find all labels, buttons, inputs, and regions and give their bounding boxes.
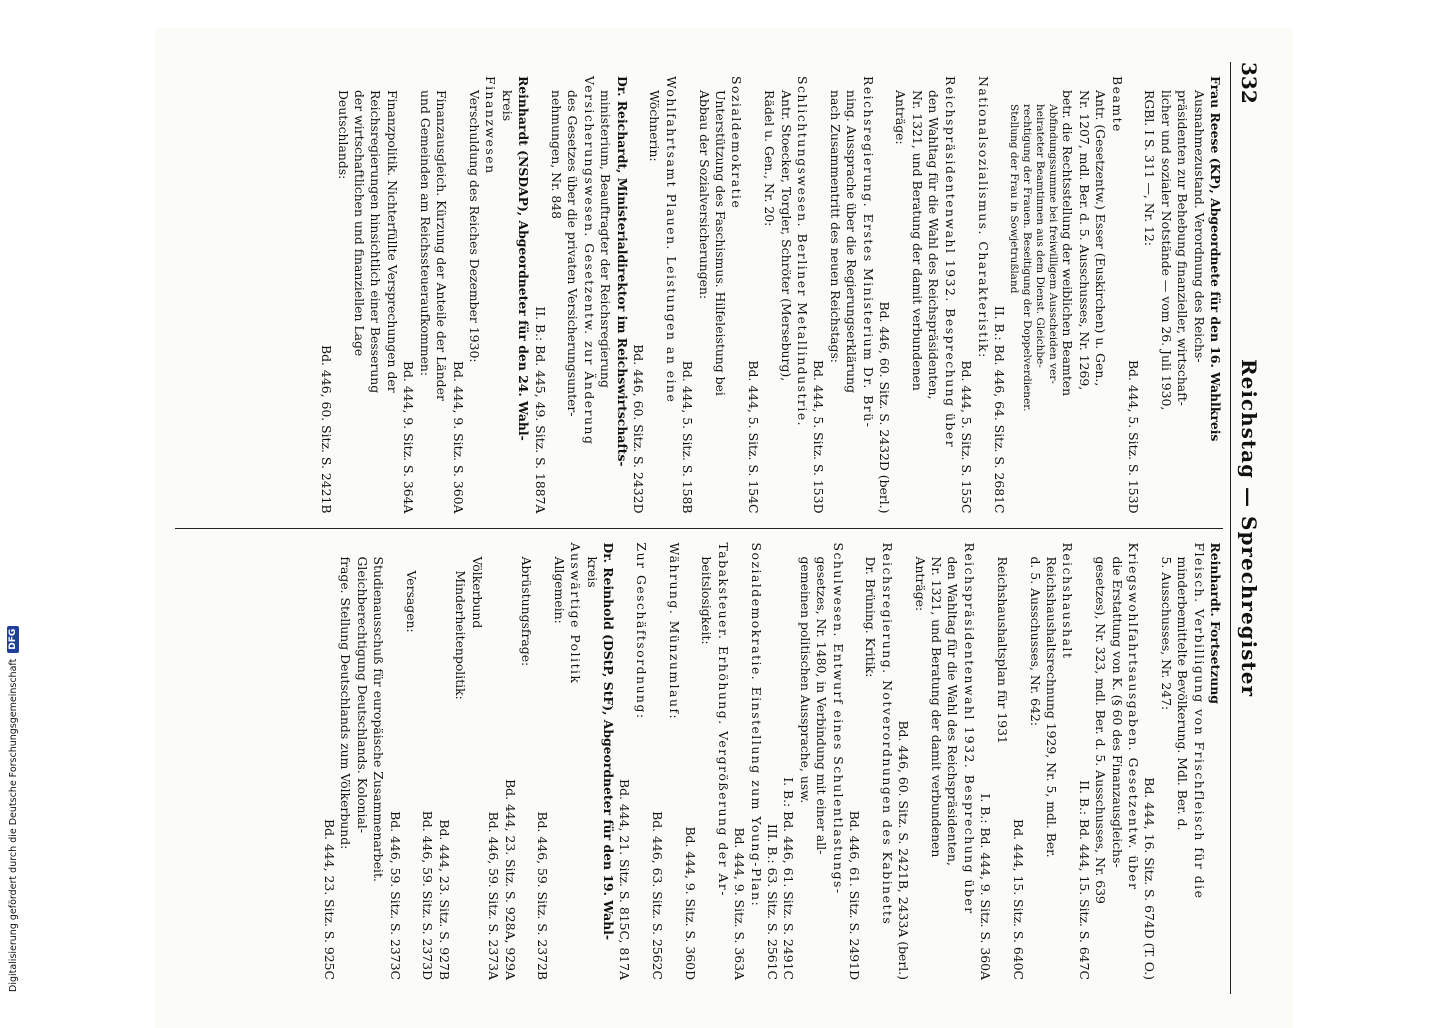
- register-line: d. 5. Ausschusses, Nr. 642:: [1027, 556, 1043, 727]
- register-line: Bd. 444, 23. Sitz. S. 925C: [322, 819, 338, 980]
- register-line: Reichshaushalt: [1060, 542, 1076, 660]
- register-line: Nr. 1207, mdl. Ber. d. 5. Ausschusses, Nr. 1269,: [1076, 90, 1092, 391]
- register-line: Abrüstungsfrage:: [518, 556, 534, 667]
- register-line: I. B.: Bd. 446, 61. Sitz. S. 2491C: [781, 777, 797, 980]
- register-line: Bd. 446, 63. Sitz. S. 2562C: [650, 811, 666, 980]
- register-line: nach Zusammentritt des neuen Reichstags:: [827, 90, 843, 363]
- register-line: Bd. 446, 59. Sitz. S. 2372B: [535, 811, 551, 980]
- register-line: nehmungen, Nr. 848: [548, 90, 564, 220]
- register-line: präsidenten zur Behebung finanzieller, wirtschaft-: [1175, 90, 1191, 406]
- register-line: Unterstützung des Faschismus. Hilfeleistung bei: [713, 90, 729, 396]
- register-line: II. B.: Bd. 446, 64. Sitz. S. 2681C: [991, 305, 1007, 514]
- register-line: Tabaksteuer. Erhöhung. Vergrößerung der Ar-: [715, 542, 731, 898]
- register-line: des Gesetzes über die privaten Versicherungsunter-: [565, 90, 581, 417]
- register-line: Rädel u. Gen., Nr. 20:: [762, 90, 778, 227]
- page-number: 332: [1237, 62, 1261, 104]
- register-line: Minderheitenpolitik:: [453, 570, 469, 700]
- register-line: I. B.: Bd. 444, 9. Sitz. S. 360A: [978, 793, 994, 980]
- register-line: Nr. 1321, und Beratung der damit verbundenen: [909, 90, 925, 391]
- register-line: Bd. 444, 9. Sitz. S. 364A: [401, 360, 417, 514]
- register-line: Wohlfahrtsamt Plauen. Leistungen an eine: [663, 76, 679, 404]
- register-line: II. B.: Bd. 444, 15. Sitz. S. 647C: [1076, 780, 1092, 980]
- register-line: Deutschlands:: [335, 90, 351, 180]
- register-line: Reichsregierung. Erstes Ministerium Dr. Brü-: [860, 76, 876, 429]
- register-line: Zur Geschäftsordnung:: [633, 542, 649, 720]
- register-line: Ausnahmezustand. Verordnung des Reichs-: [1191, 90, 1207, 363]
- register-line: kreis: [584, 556, 600, 588]
- register-line: Dr. Brüning. Kritik:: [863, 556, 879, 678]
- register-line: Anträge:: [893, 90, 909, 145]
- register-line: Versicherungswesen. Gesetzentw. zur Änderung: [581, 76, 597, 446]
- register-line: Fleisch. Verbilligung von Frischfleisch für die: [1191, 542, 1207, 900]
- register-line: die Erstattung von K. (§ 60 des Finanzausgleichs-: [1109, 556, 1125, 868]
- register-columns: [175, 62, 1223, 994]
- register-line: Bd. 446, 61. Sitz. S. 2491D: [847, 810, 863, 980]
- register-line: Gleichberechtigung Deutschlands. Kolonial-: [354, 556, 370, 834]
- register-line: Reichsregierungen hinsichtlich einer Besserung: [368, 90, 384, 394]
- register-line: Bd. 446, 59. Sitz. S. 2373D: [420, 810, 436, 980]
- register-line: Bd. 446, 60. Sitz. S. 2432D: [631, 344, 646, 514]
- register-line: den Wahltag für die Wahl des Reichspräsidenten,: [945, 556, 961, 866]
- register-line: Bd. 446, 59. Sitz. S. 2373C: [387, 811, 403, 980]
- register-line: Bd. 446, 60. Sitz. S. 2421B, 2433A (berl.): [896, 720, 912, 980]
- register-line: Dr. Reinhold (DStP, StF), Abgeordneter für den 19. Wahl-: [600, 542, 616, 940]
- register-line: Kriegswohlfahrtsausgaben. Gesetzentw. über: [1125, 542, 1141, 891]
- register-line: licher und sozialer Notstände — vom 26. Juli 1930,: [1158, 90, 1174, 411]
- register-line: Reichsregierung. Notverordnungen des Kabinetts: [879, 542, 895, 926]
- register-line: der wirtschaftlichen und finanziellen Lage: [352, 90, 368, 357]
- register-line: kreis: [499, 90, 515, 122]
- register-line: heirateter Beamtinnen aus dem Dienst. Gleichbe-: [1033, 104, 1046, 368]
- register-line: Allgemein:: [551, 556, 567, 624]
- register-line: Dr. Reichardt, Ministerialdirektor im Reichswirtschafts-: [614, 76, 630, 467]
- register-line: gemeinen politischen Aussprache, usw.: [797, 556, 813, 804]
- register-line: III. B.: 63. Sitz. S. 2561C: [765, 823, 781, 980]
- register-line: Beamte: [1109, 76, 1125, 133]
- register-line: gesetzes), Nr. 323, mdl. Ber. d. 5. Ausschusses, Nr. 639: [1093, 556, 1109, 904]
- register-line: Bd. 444, 5. Sitz. S. 155C: [959, 360, 975, 514]
- register-line: Frau Reese (KP), Abgeordnete für den 16. Wahlkreis: [1208, 76, 1223, 442]
- left-column: [175, 62, 1223, 528]
- register-line: Sozialdemokratie. Einstellung zum Young-Plan:: [748, 542, 764, 908]
- register-line: Stellung der Frau in Sowjetrußland: [1007, 104, 1020, 294]
- register-line: Bd. 444, 23. Sitz. S. 927B: [436, 819, 452, 980]
- register-line: Reichspräsidentenwahl 1932. Besprechung über: [961, 542, 977, 915]
- register-line: RGBl. I S. 311 —, Nr. 12:: [1142, 90, 1158, 247]
- credit-text: Digitalisierung gefördert durch die Deutsche Forschungsgemeinschaft: [7, 658, 19, 992]
- register-line: Verschuldung des Reiches Dezember 1930:: [466, 90, 482, 363]
- page-title: Reichstag — Sprechregister: [1237, 358, 1261, 698]
- register-line: Antr. (Gesetzentw.) Esser (Euskirchen) u. Gen.,: [1093, 90, 1109, 387]
- register-line: minderbemittelte Bevölkerung. Mdl. Ber. d.: [1175, 556, 1191, 831]
- register-line: betr. die Rechtsstellung der weiblichen Beamten: [1060, 90, 1076, 397]
- register-line: Bd. 444, 5. Sitz. S. 153D: [1125, 359, 1141, 514]
- register-line: Reinhardt. Fortsetzung: [1208, 542, 1223, 704]
- register-line: Bd. 444, 5. Sitz. S. 153D: [811, 359, 827, 514]
- register-line: Bd. 446, 60. Sitz. S. 2421B: [319, 345, 335, 514]
- register-line: Nationalsozialismus. Charakteristik:: [975, 76, 991, 359]
- register-line: Bd. 444, 9. Sitz. S. 363A: [732, 827, 748, 980]
- register-line: Schulwesen. Entwurf eines Schulentlastungs-: [830, 542, 846, 895]
- register-line: Reichshaushaltsplan für 1931: [994, 556, 1010, 744]
- register-line: Auswärtige Politik: [568, 542, 584, 685]
- page-header: [1230, 62, 1265, 994]
- register-line: Bd. 444, 23. Sitz. S. 928A, 929A: [502, 779, 518, 980]
- register-line: Bd. 444, 9. Sitz. S. 360D: [683, 826, 698, 980]
- register-line: Währung. Münzumlauf:: [666, 542, 682, 721]
- register-line: beitslosigkeit:: [699, 556, 715, 645]
- register-line: rechtigung der Frauen. Beseitigung der Doppelverdiener.: [1020, 104, 1033, 412]
- register-line: frage. Stellung Deutschlands zum Völkerbund:: [338, 556, 354, 850]
- register-line: Wöchnerin:: [647, 90, 663, 162]
- register-line: Schlichtungswesen. Berliner Metallindustrie.: [795, 76, 811, 428]
- register-line: Reichshaushaltsrechnung 1929, Nr. 5, mdl. Ber.: [1043, 556, 1059, 858]
- register-line: Finanzpolitik. Nichterfüllte Versprechungen der: [384, 90, 400, 393]
- register-line: Abfindungssumme bei freiwilligem Ausscheiden ver-: [1046, 104, 1059, 384]
- register-line: 5. Ausschusses, Nr. 247:: [1158, 556, 1174, 711]
- register-line: gesetzes, Nr. 1480, in Verbindung mit einer all-: [814, 556, 830, 855]
- register-line: Bd. 444, 21. Sitz. S. 815C, 817A: [617, 778, 633, 980]
- register-line: Bd. 446, 60. Sitz. S. 2432D (berl.): [877, 301, 893, 514]
- register-line: Sozialdemokratie: [729, 76, 745, 210]
- register-line: Nr. 1321, und Beratung der damit verbundenen: [929, 556, 945, 858]
- register-line: II. B.: Bd. 445, 49. Sitz. S. 1887A: [532, 306, 548, 514]
- register-line: ministerium, Beauftragter der Reichsregierung: [598, 90, 614, 388]
- right-column: [175, 529, 1223, 995]
- document-page: [155, 28, 1293, 1028]
- register-line: Anträge:: [912, 556, 928, 612]
- register-line: Versagen:: [404, 570, 420, 633]
- register-line: Bd. 444, 9. Sitz. S. 360A: [450, 360, 466, 514]
- register-line: und Gemeinden am Reichssteueraufkommen:: [417, 90, 433, 377]
- register-line: Bd. 446, 59. Sitz. S. 2373A: [486, 811, 502, 980]
- register-line: Studienausschuß für europäische Zusammenarbeit.: [371, 556, 387, 882]
- register-line: Bd. 444, 5. Sitz. S. 158B: [680, 360, 696, 514]
- register-line: Völkerbund: [469, 556, 485, 629]
- register-line: den Wahltag für die Wahl des Reichspräsidenten,: [926, 90, 942, 400]
- register-line: Bd. 444, 5. Sitz. S. 154C: [745, 360, 761, 514]
- register-line: Reichspräsidentenwahl 1932. Besprechung über: [942, 76, 958, 449]
- register-line: Bd. 444, 15. Sitz. S. 640C: [1011, 819, 1027, 980]
- register-line: Finanzwesen: [483, 76, 499, 175]
- dfg-logo: DFG: [7, 626, 19, 653]
- register-line: ning. Aussprache über die Regierungserklärung: [844, 90, 860, 394]
- register-line: Finanzausgleich. Kürzung der Anteile der Länder: [434, 90, 450, 401]
- register-line: Reinhardt (NSDAP), Abgeordneter für den 24. Wahl-: [516, 76, 532, 441]
- footer-credit: [0, 560, 24, 1000]
- register-line: Abbau der Sozialversicherungen:: [696, 90, 712, 300]
- register-line: Bd. 444, 16. Sitz. S. 674D (T. O.): [1142, 777, 1158, 980]
- register-line: Antr. Stoecker, Torgler, Schröter (Merseburg),: [778, 90, 794, 382]
